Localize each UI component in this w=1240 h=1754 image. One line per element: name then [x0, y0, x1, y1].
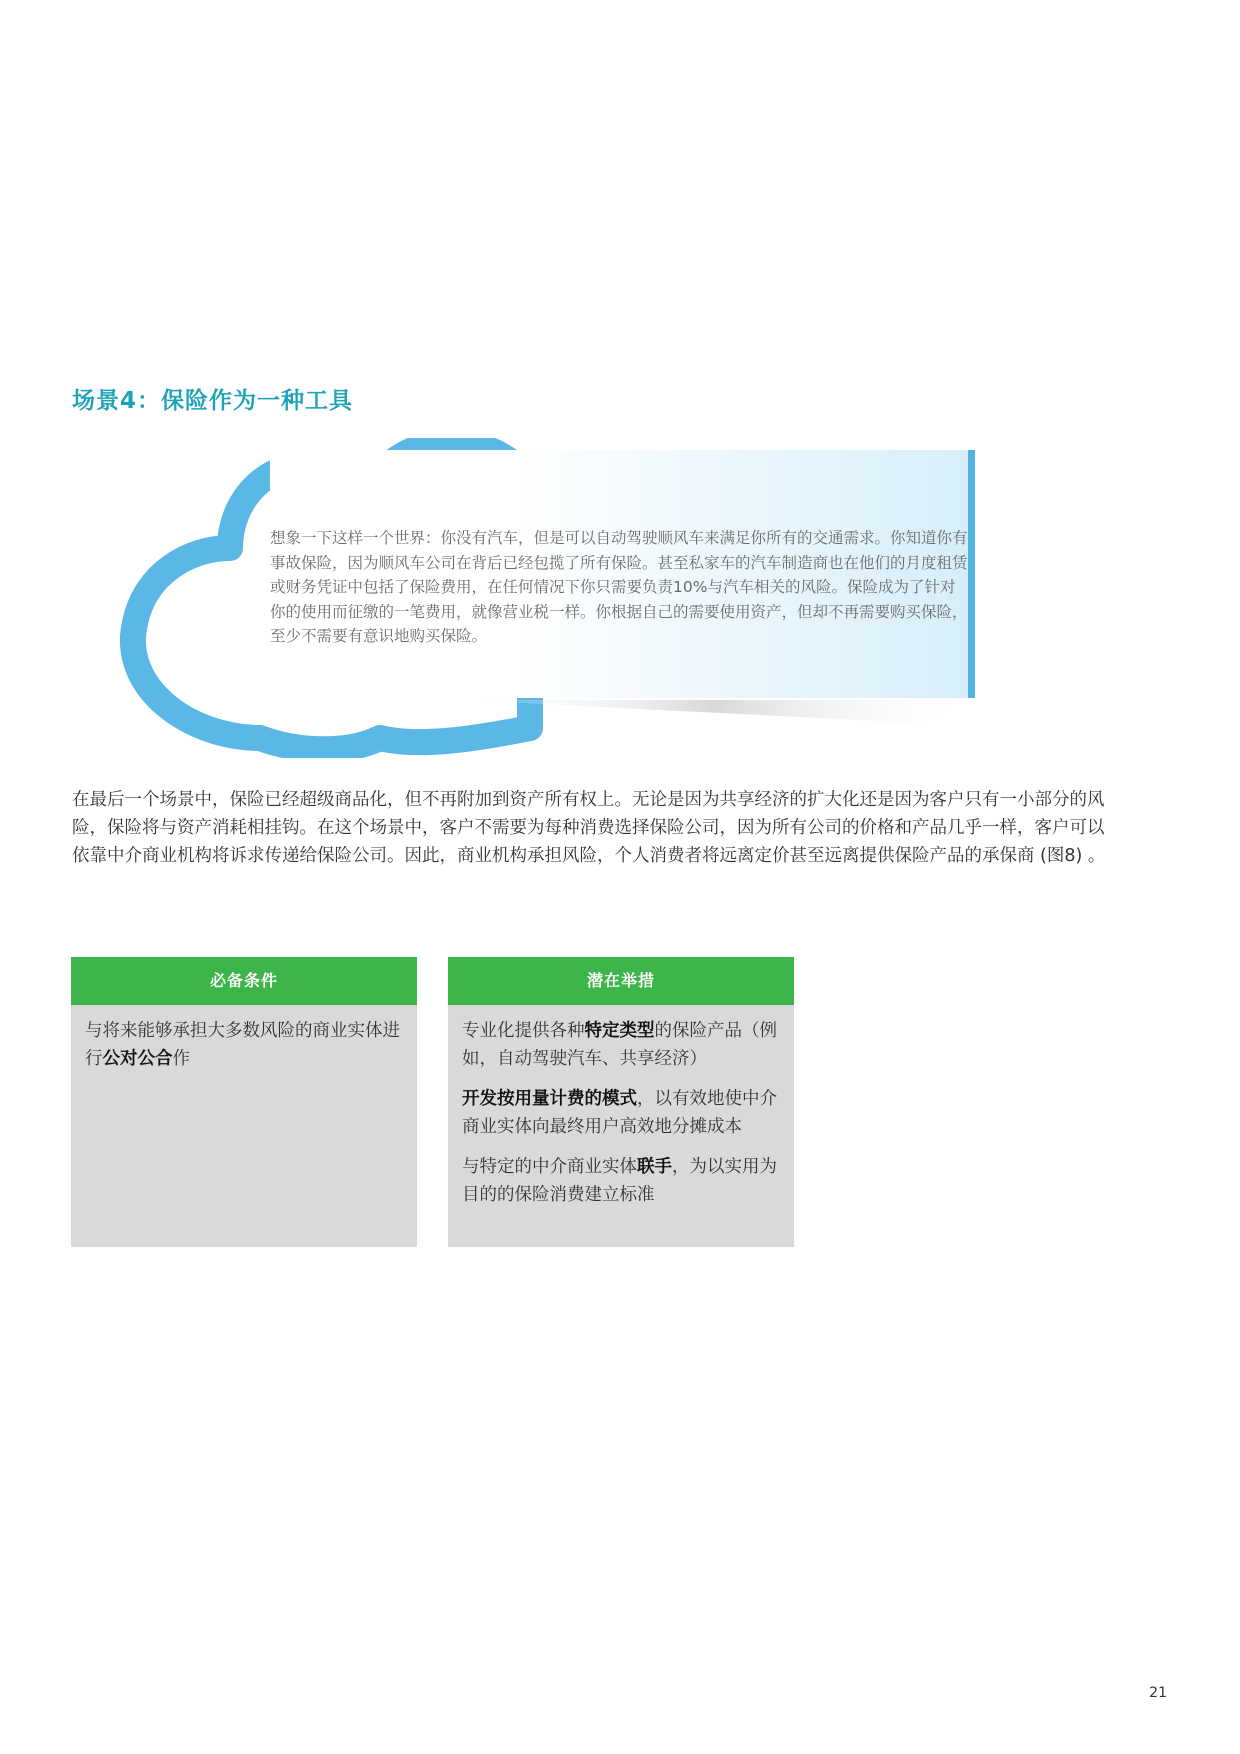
potential-actions-body [448, 1005, 794, 1247]
body-paragraph: 在最后一个场景中，保险已经超级商品化，但不再附加到资产所有权上。无论是因为共享经济的扩大化还是因为客户只有一小部分的风险，保险将与资产消耗相挂钩。在这个场景中，客户不需要为每种消费选择保险公司，因为所有公司的价格和产品几乎一样，客户可以依靠中介商业机构将诉求传递给保险公司。因此，商业机构承担风险，个人消费者将远离定价甚至远离提供保险产品的承保商 (图8) 。 [72, 790, 1106, 866]
action-item [462, 1017, 780, 1073]
item-text: 的保险产品（例如，自动驾驶汽车、共享经济） [462, 1021, 777, 1069]
section-title: 场景4：保险作为一种工具 [72, 388, 354, 414]
item-text: 专业化提供各种 [462, 1021, 585, 1041]
prerequisites-body [71, 1005, 417, 1247]
callout-text: 想象一下这样一个世界：你没有汽车，但是可以自动驾驶顺风车来满足你所有的交通需求。你知道你有事故保险，因为顺风车公司在背后已经包揽了所有保险。甚至私家车的汽车制造商也在他们的月度租赁或财务凭证中包括了保险费用，在任何情况下你只需要负责10%与汽车相关的风险。保险成为了针对你的使用而征缴的一笔费用，就像营业税一样。你根据自己的需要使用资产，但却不再需要购买保险，至少不需要有意识地购买保险。 [270, 529, 968, 645]
prerequisites-column [71, 957, 417, 1247]
prerequisites-header: 必备条件 [71, 957, 417, 1005]
item-bold-text: 公对公合 [102, 1049, 173, 1069]
item-bold-text: 开发按用量计费的模式 [462, 1089, 637, 1109]
item-text: ，以有效地使中介商业实体向最终用户高效地分摊成本 [462, 1089, 777, 1137]
item-text: ，为以实用为目的的保险消费建立标准 [462, 1157, 777, 1205]
action-item [462, 1153, 780, 1209]
action-item [462, 1085, 780, 1141]
item-text: 与特定的中介商业实体 [462, 1157, 637, 1177]
item-text: 作 [172, 1049, 190, 1069]
item-bold-text: 特定类型 [584, 1021, 655, 1041]
page-number: 21 [1149, 1685, 1167, 1701]
scenario-callout [120, 438, 1000, 758]
item-bold-text: 联手 [637, 1157, 672, 1177]
potential-actions-column [448, 957, 794, 1247]
item-text: 与将来能够承担大多数风险的商业实体进行 [85, 1021, 400, 1069]
potential-actions-header: 潜在举措 [448, 957, 794, 1005]
prerequisite-item [85, 1017, 403, 1073]
